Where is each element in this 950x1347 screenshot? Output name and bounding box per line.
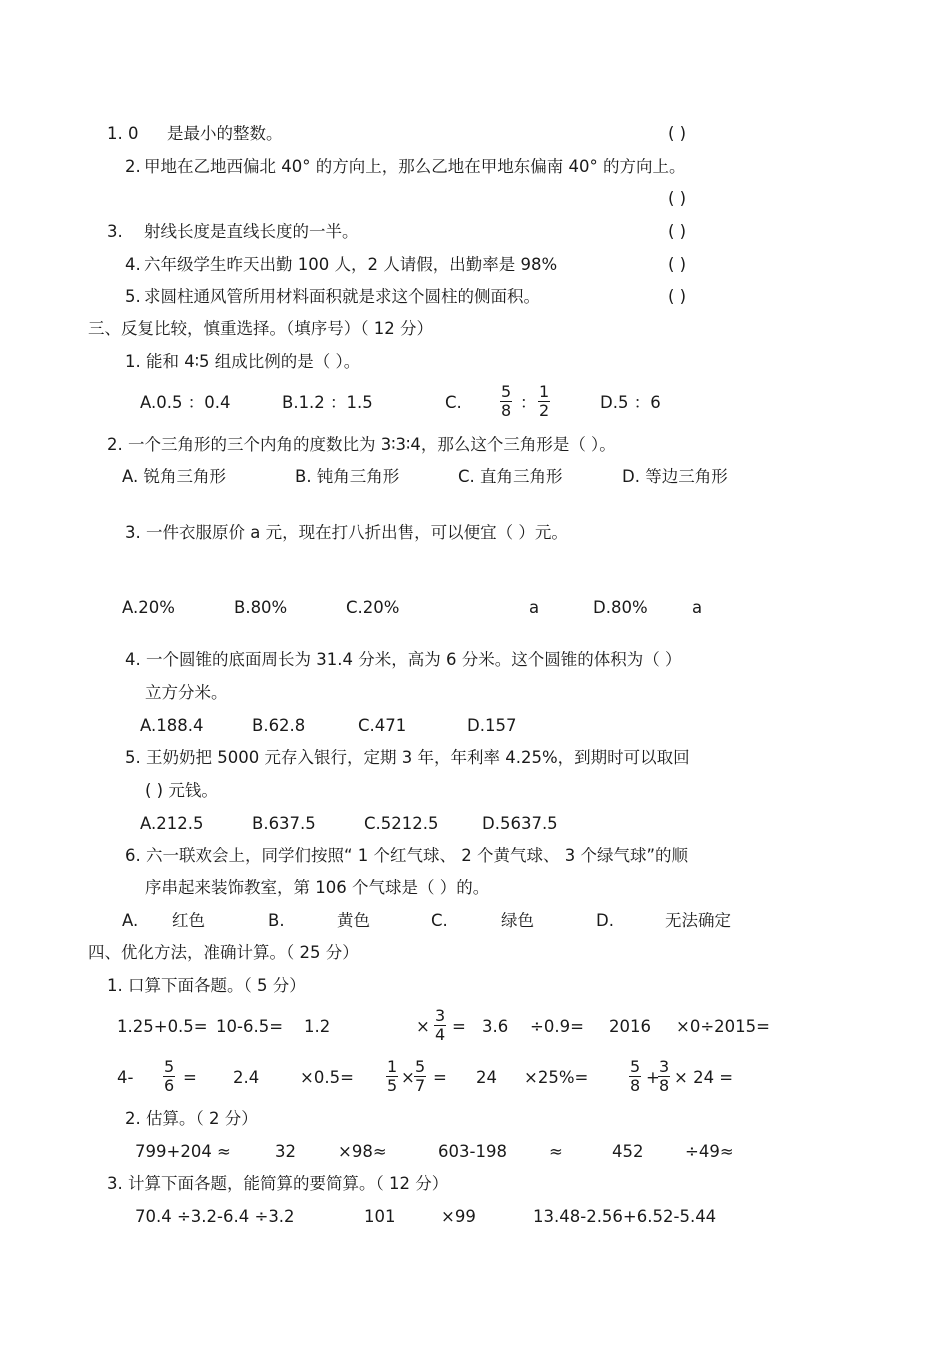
s4-q3-stem: 3. 计算下面各题，能简算的要简算。（ 12 分） [107,1174,449,1193]
s3-q6-option-c-text: 绿色 [501,911,534,930]
s4-q1-row2-fraction-3 [414,1058,426,1095]
s3-q3-option-a[interactable]: A.20% [122,598,175,617]
s3-q4-option-c[interactable]: C.471 [358,716,407,735]
s4-q3-expr3: 13.48-2.56+6.52-5.44 [533,1207,717,1226]
s3-q5-option-d[interactable]: D.5637.5 [482,814,558,833]
s3-q5-stem: 5. 王奶奶把 5000 元存入银行，定期 3 年，年利率 4.25%，到期时可以取回 [125,748,690,767]
judge-item-5-text: 求圆柱通风管所用材料面积就是求这个圆柱的侧面积。 [144,287,540,306]
numerator: 5 [501,382,512,401]
numerator: 1 [539,382,550,401]
s3-q6-option-b[interactable]: B. [268,911,285,930]
numerator: 5 [630,1057,641,1076]
s4-q1-row1-expr3-eq: = [452,1017,466,1036]
s3-q4-option-a[interactable]: A.188.4 [140,716,204,735]
s4-q1-row2-expr4: 24 [476,1068,497,1087]
s3-q4-stem-cont: 立方分米。 [145,683,228,702]
s4-q2-expr3-op: ≈ [549,1142,563,1161]
s4-q1-row1-expr5: 2016 [609,1017,651,1036]
s4-q1-row2-expr2: 2.4 [233,1068,260,1087]
judge-item-5-num: 5. [125,287,141,306]
s4-q1-row1-fraction [434,1007,446,1044]
s3-q2-option-d[interactable]: D. 等边三角形 [622,467,728,486]
judge-item-1-text: 是最小的整数。 [167,124,283,143]
s4-q3-expr2-op: ×99 [441,1207,476,1226]
s4-q2-expr4: 452 [612,1142,644,1161]
s4-q3-expr2: 101 [364,1207,396,1226]
denominator: 6 [164,1076,175,1095]
s4-q1-row2-fraction-2 [386,1058,398,1095]
s3-q5-stem-cont: ( ) 元钱。 [145,781,218,800]
s4-q1-row1-expr2: 10-6.5= [216,1017,284,1036]
s4-q1-row2-expr4-op: ×25%= [524,1068,589,1087]
s4-q1-row2-expr3-eq: = [433,1068,447,1087]
denominator: 4 [435,1025,446,1044]
s3-q6-option-d[interactable]: D. [596,911,614,930]
numerator: 1 [387,1057,398,1076]
s3-q1-stem: 1. 能和 4∶5 组成比例的是（ ）。 [125,352,361,371]
judge-item-3-num: 3. [107,222,123,241]
s4-q2-expr3: 603-198 [438,1142,507,1161]
s4-q1-row1-expr4: 3.6 [482,1017,509,1036]
s3-q6-stem: 6. 六一联欢会上，同学们按照“ 1 个红气球、 2 个黄气球、 3 个绿气球”的顺 [125,846,689,865]
s3-q1-option-d[interactable]: D.5 ：6 [600,393,661,412]
s4-q1-stem: 1. 口算下面各题。（ 5 分） [107,976,306,995]
s3-q3-stem: 3. 一件衣服原价 a 元，现在打八折出售，可以便宜（ ）元。 [125,523,568,542]
s3-q4-option-b[interactable]: B.62.8 [252,716,306,735]
s3-q6-option-d-text: 无法确定 [665,911,731,930]
s3-q6-stem-cont: 序串起来装饰教室，第 106 个气球是（ ）的。 [145,878,490,897]
s4-q1-row2-fraction-4 [629,1058,641,1095]
judge-item-2-num: 2. [125,157,141,176]
s4-q1-row1-expr1: 1.25+0.5= [117,1017,208,1036]
s4-q1-row2-expr1: 4- [117,1068,134,1087]
denominator: 7 [415,1076,426,1095]
s4-q2-expr2-op: ×98≈ [338,1142,387,1161]
numerator: 3 [659,1057,670,1076]
numerator: 5 [164,1057,175,1076]
s3-q1-c-fraction-2 [538,383,550,420]
s3-q4-stem: 4. 一个圆锥的底面周长为 31.4 分米，高为 6 分米。这个圆锥的体积为（ ） [125,650,682,669]
s3-q3-option-b[interactable]: B.80% [234,598,288,617]
s4-q1-row2-fraction-1 [163,1058,175,1095]
s3-q4-option-d[interactable]: D.157 [467,716,517,735]
denominator: 8 [501,401,512,420]
section4-heading: 四、优化方法，准确计算。（ 25 分） [88,943,359,962]
judge-item-1-num: 1. 0 [107,124,139,143]
judge-item-4-answer[interactable]: ( ) [668,255,687,274]
s4-q1-row2-expr3-op: × [401,1068,415,1087]
s3-q3-option-d-var: a [692,598,703,617]
s3-q2-option-a[interactable]: A. 锐角三角形 [122,467,226,486]
judge-item-1-answer[interactable]: ( ) [668,124,687,143]
s3-q1-option-c[interactable]: C. [445,393,462,412]
denominator: 8 [630,1076,641,1095]
s3-q3-option-d[interactable]: D.80% [593,598,648,617]
section3-heading: 三、反复比较，慎重选择。（填序号）（ 12 分） [88,319,433,338]
judge-item-4-num: 4. [125,255,141,274]
s3-q3-option-c-var: a [529,598,540,617]
s4-q1-row2-fraction-5 [658,1058,670,1095]
s4-q2-expr4-op: ÷49≈ [685,1142,734,1161]
s3-q2-stem: 2. 一个三角形的三个内角的度数比为 3∶3∶4，那么这个三角形是（ ）。 [107,435,616,454]
numerator: 5 [415,1057,426,1076]
s3-q3-option-c[interactable]: C.20% [346,598,400,617]
denominator: 8 [659,1076,670,1095]
s4-q1-row2-expr2-op: ×0.5= [300,1068,354,1087]
s4-q1-row1-expr4-op: ÷0.9= [530,1017,584,1036]
s3-q6-option-a[interactable]: A. [122,911,139,930]
s3-q5-option-c[interactable]: C.5212.5 [364,814,439,833]
numerator: 3 [435,1006,446,1025]
s3-q6-option-a-text: 红色 [172,911,205,930]
s3-q5-option-b[interactable]: B.637.5 [252,814,316,833]
s4-q2-expr2: 32 [275,1142,296,1161]
denominator: 5 [387,1076,398,1095]
s3-q2-option-c[interactable]: C. 直角三角形 [458,467,563,486]
s4-q2-stem: 2. 估算。（ 2 分） [125,1109,258,1128]
s4-q1-row2-expr1-eq: = [183,1068,197,1087]
s3-q1-c-colon: ： [520,393,537,412]
s3-q6-option-c[interactable]: C. [431,911,448,930]
s3-q1-c-fraction-1 [500,383,512,420]
judge-item-4-text: 六年级学生昨天出勤 100 人，2 人请假，出勤率是 98% [144,255,558,274]
s3-q6-option-b-text: 黄色 [337,911,370,930]
judge-item-3-text: 射线长度是直线长度的一半。 [144,222,359,241]
s4-q1-row1-expr3-op: × [416,1017,430,1036]
s4-q1-row1-expr5-op: ×0÷2015= [676,1017,770,1036]
judge-item-2-text: 甲地在乙地西偏北 40° 的方向上，那么乙地在甲地东偏南 40° 的方向上。 [144,157,686,176]
s3-q2-option-b[interactable]: B. 钝角三角形 [295,467,400,486]
s3-q5-option-a[interactable]: A.212.5 [140,814,204,833]
s3-q1-option-b[interactable]: B.1.2 ：1.5 [282,393,373,412]
judge-item-5-answer[interactable]: ( ) [668,287,687,306]
s4-q1-row1-expr3: 1.2 [304,1017,331,1036]
s4-q3-expr1: 70.4 ÷3.2-6.4 ÷3.2 [135,1207,295,1226]
judge-item-3-answer[interactable]: ( ) [668,222,687,241]
s4-q2-expr1: 799+204 ≈ [135,1142,231,1161]
s4-q1-row2-expr5-rest: × 24 = [674,1068,734,1087]
judge-item-2-answer[interactable]: ( ) [668,189,687,208]
denominator: 2 [539,401,550,420]
s3-q1-option-a[interactable]: A.0.5 ：0.4 [140,393,231,412]
s4-q1-row2-expr5-plus: + [646,1068,660,1087]
